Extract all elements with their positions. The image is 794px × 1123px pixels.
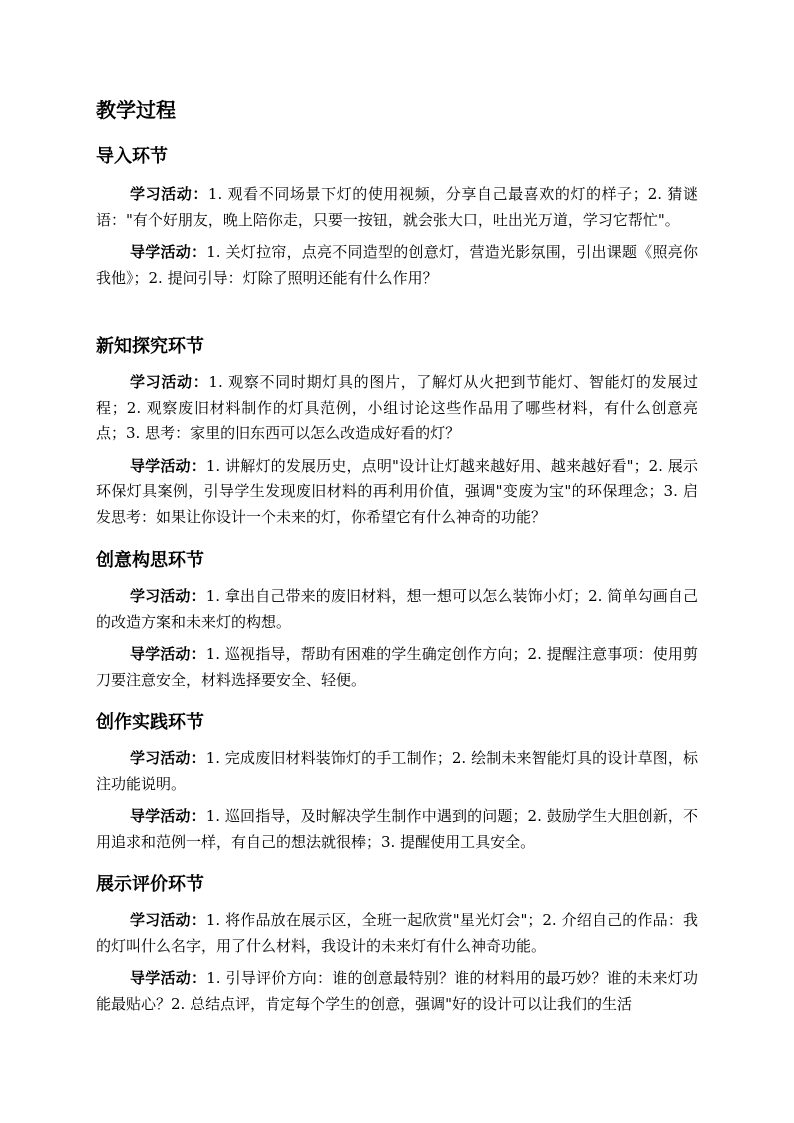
learning-activity bbox=[96, 908, 698, 959]
section-intro bbox=[96, 144, 698, 291]
page-title: 教学过程 bbox=[96, 98, 176, 122]
learning-activity-label: 学习活动： bbox=[130, 373, 209, 391]
guided-activity-label: 导学活动： bbox=[130, 807, 206, 825]
section-ideation bbox=[96, 548, 698, 693]
section-heading: 新知探究环节 bbox=[96, 336, 204, 357]
section-showcase bbox=[96, 872, 698, 1017]
learning-activity-text: 1. 拿出自己带来的废旧材料，想一想可以怎么装饰小灯；2. 简单勾画自己的改造方案和未来灯的构想。 bbox=[96, 587, 698, 631]
section-heading: 创意构思环节 bbox=[96, 550, 204, 571]
guided-activity-label: 导学活动： bbox=[130, 645, 206, 663]
section-explore bbox=[96, 334, 698, 530]
guided-activity-label: 导学活动： bbox=[130, 243, 207, 261]
learning-activity-label: 学习活动： bbox=[130, 911, 206, 929]
learning-activity-text: 1. 完成废旧材料装饰灯的手工制作；2. 绘制未来智能灯具的设计草图，标注功能说明。 bbox=[96, 749, 698, 793]
learning-activity bbox=[96, 182, 698, 233]
learning-activity-label: 学习活动： bbox=[130, 749, 206, 767]
guided-activity bbox=[96, 454, 698, 531]
learning-activity-text: 1. 将作品放在展示区，全班一起欣赏"星光灯会"；2. 介绍自己的作品：我的灯叫什么名字，用了什么材料，我设计的未来灯有什么神奇功能。 bbox=[96, 911, 698, 955]
section-practice bbox=[96, 710, 698, 855]
learning-activity-text: 1. 观看不同场景下灯的使用视频，分享自己最喜欢的灯的样子；2. 猜谜语："有个好朋友，晚上陪你走，只要一按钮，就会张大口，吐出光万道，学习它帮忙"。 bbox=[96, 185, 698, 229]
guided-activity-label: 导学活动： bbox=[130, 456, 206, 475]
section-heading: 导入环节 bbox=[96, 146, 168, 167]
learning-activity-label: 学习活动： bbox=[130, 185, 208, 203]
guided-activity-label: 导学活动： bbox=[130, 969, 207, 987]
section-heading: 展示评价环节 bbox=[96, 874, 204, 895]
guided-activity-text: 1. 关灯拉帘，点亮不同造型的创意灯，营造光影氛围，引出课题《照亮你我他》；2. 提问引导：灯除了照明还能有什么作用？ bbox=[96, 243, 698, 287]
guided-activity bbox=[96, 804, 698, 855]
learning-activity-text: 1. 观察不同时期灯具的图片，了解灯从火把到节能灯、智能灯的发展过程；2. 观察废旧材料制作的灯具范例，小组讨论这些作品用了哪些材料，有什么创意亮点；3. 思考：家里的旧东西可以怎么改造成好看的灯？ bbox=[96, 373, 698, 442]
learning-activity bbox=[96, 746, 698, 797]
guided-activity bbox=[96, 966, 698, 1017]
learning-activity bbox=[96, 370, 698, 447]
guided-activity-text: 1. 引导评价方向：谁的创意最特别？谁的材料用的最巧妙？谁的未来灯功能最贴心？2. 总结点评，肯定每个学生的创意，强调"好的设计可以让我们的生活 bbox=[96, 969, 698, 1013]
learning-activity-label: 学习活动： bbox=[130, 587, 206, 605]
guided-activity-text: 1. 巡视指导，帮助有困难的学生确定创作方向；2. 提醒注意事项：使用剪刀要注意安全，材料选择要安全、轻便。 bbox=[96, 645, 698, 689]
guided-activity bbox=[96, 642, 698, 693]
guided-activity-text: 1. 巡回指导，及时解决学生制作中遇到的问题；2. 鼓励学生大胆创新，不用追求和范例一样，有自己的想法就很棒；3. 提醒使用工具安全。 bbox=[96, 807, 698, 851]
guided-activity bbox=[96, 240, 698, 291]
guided-activity-text: 1. 讲解灯的发展历史，点明"设计让灯越来越好用、越来越好看"；2. 展示环保灯具案例，引导学生发现废旧材料的再利用价值，强调"变废为宝"的环保理念；3. 启发思考：如果让你设计一个未来的灯，你希望它有什么神奇的功能？ bbox=[96, 456, 698, 526]
learning-activity bbox=[96, 584, 698, 635]
section-heading: 创作实践环节 bbox=[96, 712, 204, 733]
